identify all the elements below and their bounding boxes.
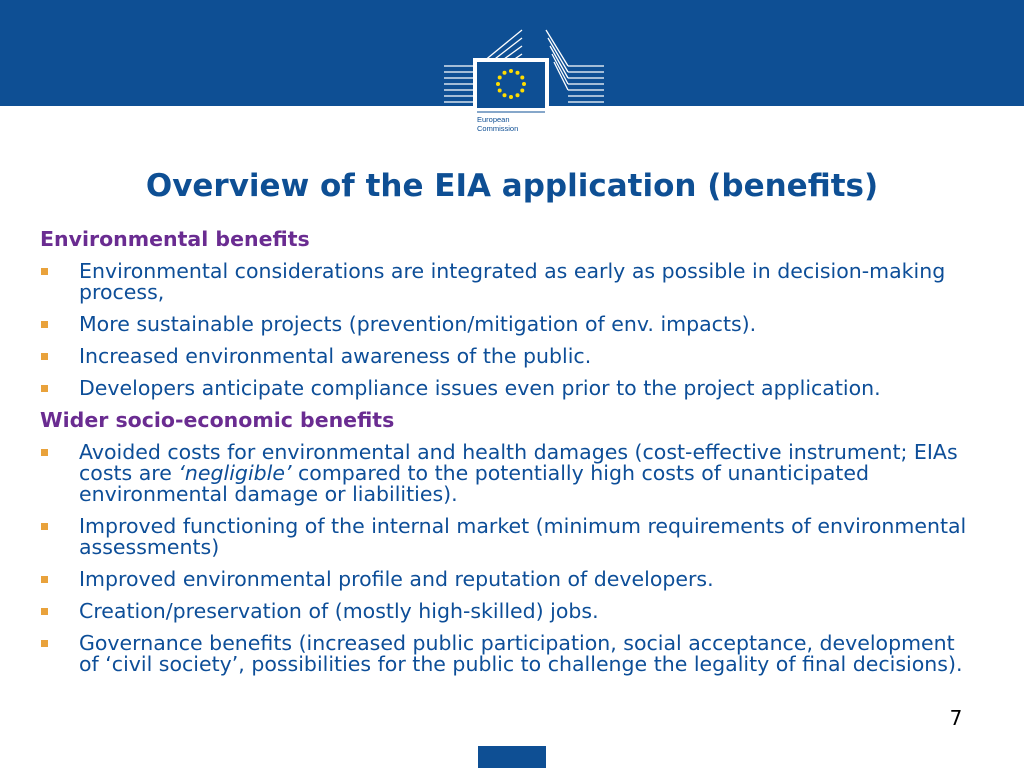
list-item xyxy=(40,378,980,399)
page-number: 7 xyxy=(949,706,963,730)
logo-text-line1: European xyxy=(477,115,510,124)
bullet-square-icon xyxy=(41,640,48,647)
bullet-list-environmental xyxy=(40,261,980,399)
slide-title: Overview of the EIA application (benefits) xyxy=(145,168,879,204)
list-item xyxy=(40,314,980,335)
slide-content xyxy=(40,229,980,686)
bullet-square-icon xyxy=(41,523,48,530)
logo-text-line2: Commission xyxy=(477,124,519,133)
bullet-square-icon xyxy=(41,268,48,275)
list-item-text: Increased environmental awareness of the public. xyxy=(79,344,592,368)
list-item xyxy=(40,346,980,367)
list-item-text-tail: compared to the potentially high costs of unanticipated environmental damage or liabilities). xyxy=(79,461,869,506)
bottom-flag-tab xyxy=(478,746,546,768)
section-heading-environmental: Environmental benefits xyxy=(40,227,310,251)
bullet-list-socio-economic xyxy=(40,442,980,675)
list-item-text: Improved functioning of the internal market (minimum requirements of environmental assessments) xyxy=(79,514,967,559)
list-item xyxy=(40,261,980,303)
bullet-square-icon xyxy=(41,576,48,583)
bullet-square-icon xyxy=(41,321,48,328)
emphasis-text: ‘negligible’ xyxy=(178,461,292,485)
list-item-text: Improved environmental profile and reputation of developers. xyxy=(79,567,714,591)
list-item xyxy=(40,601,980,622)
european-commission-logo xyxy=(442,28,606,144)
list-item xyxy=(40,516,980,558)
bullet-square-icon xyxy=(41,608,48,615)
list-item xyxy=(40,633,980,675)
list-item-text: Developers anticipate compliance issues even prior to the project application. xyxy=(79,376,881,400)
bullet-square-icon xyxy=(41,385,48,392)
eu-flag-icon xyxy=(477,62,545,108)
list-item-text: More sustainable projects (prevention/mitigation of env. impacts). xyxy=(79,312,757,336)
bullet-square-icon xyxy=(41,353,48,360)
list-item xyxy=(40,442,980,505)
list-item-text: Avoided costs for environmental and health damages (cost-effective instrument; EIAs costs are xyxy=(79,440,958,485)
list-item-text: Environmental considerations are integrated as early as possible in decision-making process, xyxy=(79,259,946,304)
building-lines-right-icon xyxy=(546,30,604,108)
list-item-text: Governance benefits (increased public participation, social acceptance, development of ‘civil society’, possibilities for the public to challenge the legality of final decisions). xyxy=(79,631,963,676)
bullet-square-icon xyxy=(41,449,48,456)
list-item-text: Creation/preservation of (mostly high-skilled) jobs. xyxy=(79,599,599,623)
list-item xyxy=(40,569,980,590)
section-heading-socio-economic: Wider socio-economic benefits xyxy=(40,408,395,432)
